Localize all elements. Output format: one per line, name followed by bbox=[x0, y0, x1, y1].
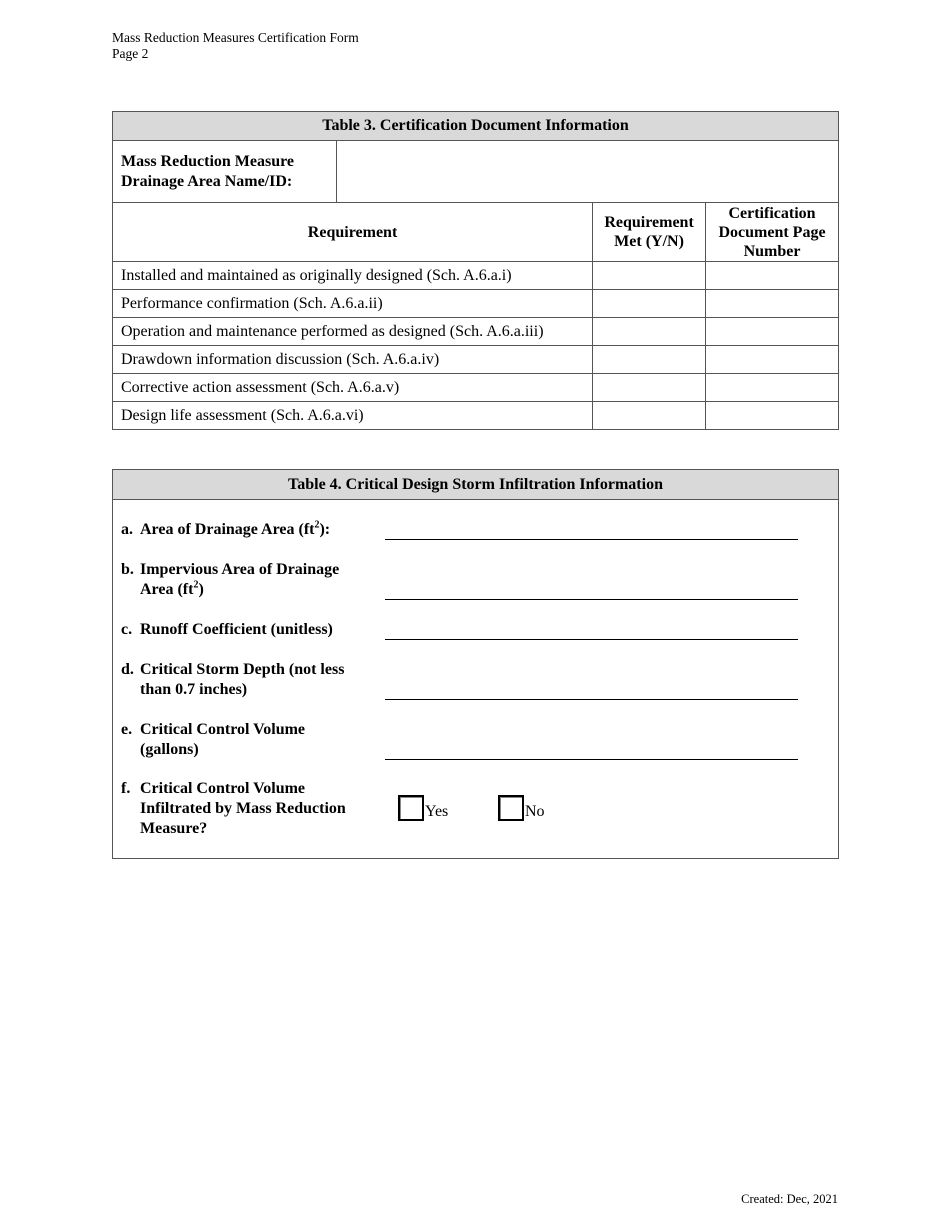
no-option[interactable] bbox=[498, 795, 545, 821]
drainage-area-name-input[interactable] bbox=[336, 141, 838, 203]
page-number-cell[interactable] bbox=[706, 290, 839, 318]
runoff-coefficient-input[interactable] bbox=[385, 620, 798, 640]
table-row bbox=[113, 402, 839, 430]
requirement-met-cell[interactable] bbox=[593, 402, 706, 430]
table3-title: Table 3. Certification Document Information bbox=[113, 112, 839, 141]
page-number-cell[interactable] bbox=[706, 262, 839, 290]
no-label: No bbox=[525, 803, 545, 820]
table-row bbox=[113, 290, 839, 318]
form-title: Mass Reduction Measures Certification Form bbox=[112, 30, 359, 45]
yes-checkbox[interactable] bbox=[398, 795, 424, 821]
created-date: Created: Dec, 2021 bbox=[741, 1192, 838, 1206]
field-b-label: b. Impervious Area of Drainage Area $(ft^2)$ bbox=[121, 561, 340, 598]
page-header bbox=[112, 30, 359, 62]
table-row bbox=[113, 262, 839, 290]
page-number-cell[interactable] bbox=[706, 374, 839, 402]
column-header-requirement: Requirement bbox=[113, 203, 593, 262]
requirement-text: Installed and maintained as originally designed (Sch. A.6.a.i) bbox=[113, 262, 593, 290]
requirement-text: Drawdown information discussion (Sch. A.6.a.iv) bbox=[113, 346, 593, 374]
requirement-met-cell[interactable] bbox=[593, 374, 706, 402]
requirement-text: Design life assessment (Sch. A.6.a.vi) bbox=[113, 402, 593, 430]
field-f-label: f. Critical Control Volume Infiltrated by Mass Reduction Measure? bbox=[121, 780, 346, 837]
page-number-cell[interactable] bbox=[706, 346, 839, 374]
page-number-cell[interactable] bbox=[706, 318, 839, 346]
drainage-area-input[interactable] bbox=[385, 520, 798, 540]
field-e-label: e. Critical Control Volume (gallons) bbox=[121, 721, 306, 758]
requirement-text: Operation and maintenance performed as designed (Sch. A.6.a.iii) bbox=[113, 318, 593, 346]
table-row bbox=[113, 346, 839, 374]
field-a-label: a. Area of Drainage Area $(ft^2)$: bbox=[121, 519, 331, 538]
requirement-met-cell[interactable] bbox=[593, 318, 706, 346]
table-row bbox=[113, 318, 839, 346]
requirement-met-cell[interactable] bbox=[593, 262, 706, 290]
requirement-text: Performance confirmation (Sch. A.6.a.ii) bbox=[113, 290, 593, 318]
yes-option[interactable] bbox=[398, 795, 448, 821]
impervious-area-input[interactable] bbox=[385, 580, 798, 600]
column-header-requirement-met: Requirement Met (Y/N) bbox=[593, 203, 706, 262]
requirement-met-cell[interactable] bbox=[593, 290, 706, 318]
critical-storm-depth-input[interactable] bbox=[385, 680, 798, 700]
critical-control-volume-input[interactable] bbox=[385, 740, 798, 760]
table-row bbox=[113, 374, 839, 402]
requirement-met-cell[interactable] bbox=[593, 346, 706, 374]
column-header-page-number: Certification Document Page Number bbox=[706, 203, 839, 262]
page-number: Page 2 bbox=[112, 46, 149, 61]
infiltration-information-table bbox=[112, 469, 839, 859]
requirement-text: Corrective action assessment (Sch. A.6.a.v) bbox=[113, 374, 593, 402]
page-number-cell[interactable] bbox=[706, 402, 839, 430]
field-d-label: d. Critical Storm Depth (not less than 0.7 inches) bbox=[121, 661, 345, 698]
field-c-label: c. Runoff Coefficient (unitless) bbox=[121, 621, 333, 638]
drainage-area-name-label: Mass Reduction Measure Drainage Area Name/ID: bbox=[113, 141, 337, 203]
table4-title: Table 4. Critical Design Storm Infiltration Information bbox=[113, 470, 838, 500]
no-checkbox[interactable] bbox=[498, 795, 524, 821]
yes-label: Yes bbox=[425, 803, 449, 820]
certification-document-table bbox=[112, 111, 839, 430]
